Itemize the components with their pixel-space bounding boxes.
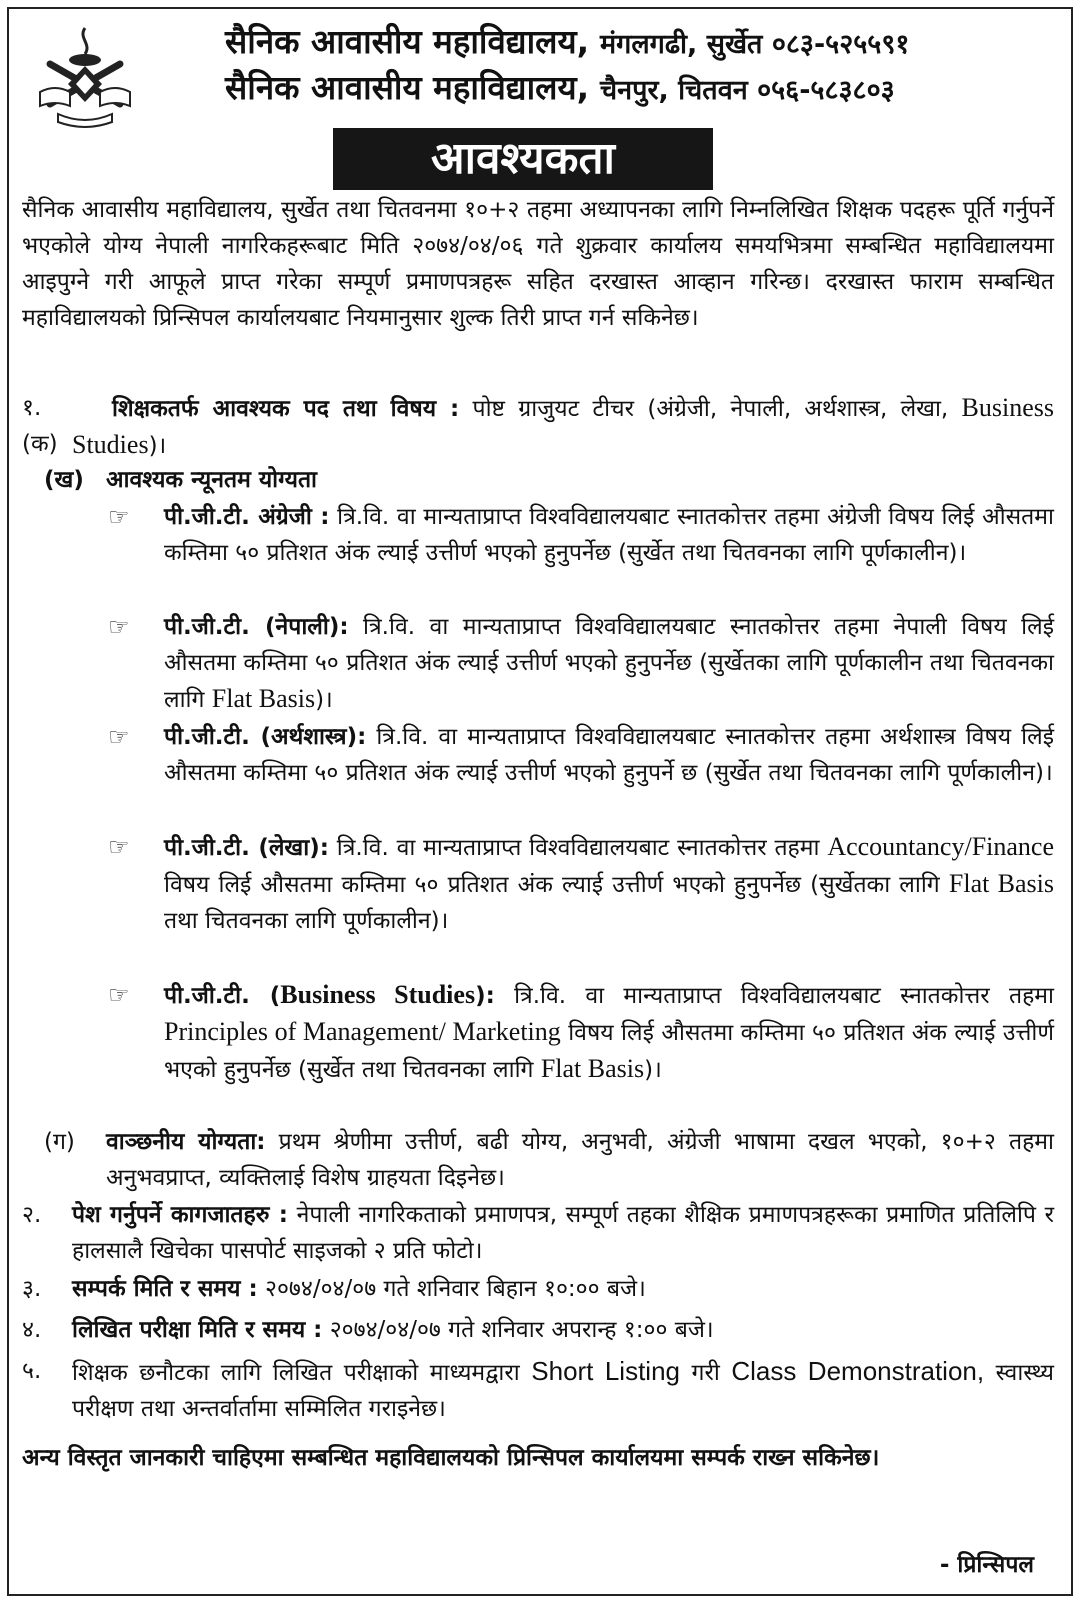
pointing-hand-icon: ☞ bbox=[108, 723, 130, 751]
section-text-a: पोष्ट ग्राजुयट टीचर (अंग्रेजी, नेपाली, अर्थशास्त्र, bbox=[472, 396, 888, 422]
section-text-a: शिक्षक छनौटका लागि लिखित परीक्षाको माध्यमद्वारा bbox=[72, 1360, 520, 1386]
section-text: २०७४/०४/०७ गते शनिवार बिहान १०:०० बजे। bbox=[264, 1276, 646, 1302]
bullet-business-studies bbox=[108, 977, 1054, 1088]
section-number: (ग) bbox=[44, 1129, 75, 1155]
section-text-b: लेखा, bbox=[900, 396, 949, 422]
bullet-text-end: )। bbox=[644, 1057, 662, 1083]
footer-note: अन्य विस्तृत जानकारी चाहिएमा सम्बन्धित महाविद्यालयको प्रिन्सिपल कार्यालयमा सम्पर्क राख्न सकिनेछ। bbox=[22, 1445, 880, 1471]
bullet-label: पी.जी.टी. (नेपाली): bbox=[164, 614, 349, 640]
section-text-latin-b: Class Demonstration, bbox=[731, 1356, 985, 1386]
section-2 bbox=[22, 1197, 1054, 1269]
bullet-text: त्रि.वि. वा मान्यताप्राप्त विश्वविद्यालयबाट स्नातकोत्तर तहमा bbox=[514, 983, 1055, 1009]
bullet-label: पी.जी.टी. (अर्थशास्त्र): bbox=[164, 724, 367, 750]
section-number: २. bbox=[22, 1202, 42, 1228]
bullet-text-2: विषय लिई औसतमा कम्तिमा ५० प्रतिशत अंक ल्याई उत्तीर्ण भएको हुनुपर्नेछ (सुर्खेत तथा चितवनका लागि bbox=[164, 1020, 1054, 1083]
section-label: आवश्यक न्यूनतम योग्यता bbox=[106, 467, 318, 493]
pointing-hand-icon: ☞ bbox=[108, 503, 130, 531]
header bbox=[0, 0, 1080, 130]
bullet-text-2: विषय लिई औसतमा कम्तिमा ५० प्रतिशत अंक ल्याई उत्तीर्ण भएको हुनुपर्नेछ (सुर्खेतका लागि bbox=[164, 872, 940, 898]
section-number: ३. bbox=[22, 1276, 42, 1302]
bullet-text-latin: Principles of Management/ Marketing bbox=[164, 1017, 561, 1046]
college-name: सैनिक आवासीय महाविद्यालय, bbox=[225, 68, 590, 107]
bullet-english bbox=[108, 499, 1054, 571]
section-text-b: गरी bbox=[691, 1360, 720, 1386]
signature-principal: - प्रिन्सिपल bbox=[939, 1552, 1034, 1578]
section-label: शिक्षकतर्फ आवश्यक पद तथा विषय : bbox=[112, 396, 460, 422]
section-text-latin-a: Short Listing bbox=[531, 1356, 680, 1386]
section-1a bbox=[22, 390, 1054, 464]
bullet-label-end: ): bbox=[475, 983, 495, 1009]
intro-paragraph: सैनिक आवासीय महाविद्यालय, सुर्खेत तथा चितवनमा १०+२ तहमा अध्यापनका लागि निम्नलिखित शिक्षक पदहरू पूर्ति गर्नुपर्ने भएकोले योग्य नेपाली नागरिकहरूबाट मिति २०७४/०४/०६ गते शुक्रवार कार्यालय समयभित्रमा सम्बन्धित महाविद्यालयमा आइपुग्ने गरी आफूले प्राप्त गरेका सम्पूर्ण प्रमाणपत्रहरू सहित दरखास्त आव्हान गरिन्छ। दरखास्त फाराम सम्बन्धित महाविद्यालयको प्रिन्सिपल कार्यालयबाट नियमानुसार शुल्क तिरी प्राप्त गर्न सकिनेछ। bbox=[22, 197, 1054, 331]
bullet-economics bbox=[108, 719, 1054, 791]
bullet-text: त्रि.वि. वा मान्यताप्राप्त विश्वविद्यालयबाट स्नातकोत्तर तहमा bbox=[336, 835, 820, 861]
bullet-nepali bbox=[108, 609, 1054, 718]
section-text-end: )। bbox=[148, 433, 167, 459]
bullet-text-latin-2: Flat Basis bbox=[948, 869, 1055, 898]
bullet-text: त्रि.वि. वा मान्यताप्राप्त विश्वविद्यालयबाट स्नातकोत्तर तहमा नेपाली विषय लिई औसतमा कम्तिमा ५० प्रतिशत अंक ल्याई उत्तीर्ण भएको हुनुपर्नेछ (सुर्खेतका लागि पूर्णकालीन तथा चितवनका लागि bbox=[164, 614, 1054, 713]
college-location: चैनपुर, चितवन ०५६-५८३८०३ bbox=[600, 75, 895, 106]
section-number: ५. bbox=[22, 1358, 42, 1384]
section-text: प्रथम श्रेणीमा उत्तीर्ण, बढी योग्य, अनुभवी, अंग्रेजी भाषामा दखल भएको, १०+२ तहमा अनुभवप्राप्त, व्यक्तिलाई विशेष ग्राहयता दिइनेछ। bbox=[106, 1129, 1054, 1191]
section-label: पेश गर्नुपर्ने कागजातहरु : bbox=[72, 1202, 288, 1228]
section-1b bbox=[44, 462, 1054, 498]
bullet-text: त्रि.वि. वा मान्यताप्राप्त विश्वविद्यालयबाट स्नातकोत्तर तहमा अंग्रेजी विषय लिई औसतमा कम्तिमा ५० प्रतिशत अंक ल्याई उत्तीर्ण भएको हुनुपर्नेछ (सुर्खेत तथा चितवनका लागि पूर्णकालीन)। bbox=[164, 504, 1054, 566]
college-location: मंगलगढी, सुर्खेत ०८३-५२५५९१ bbox=[600, 29, 910, 60]
pointing-hand-icon: ☞ bbox=[108, 833, 130, 861]
section-4 bbox=[22, 1312, 1054, 1348]
bullet-text-3: तथा चितवनका लागि पूर्णकालीन)। bbox=[164, 908, 449, 934]
section-number: १. (क) bbox=[22, 395, 58, 457]
bullet-label-latin: Business Studies bbox=[280, 980, 476, 1009]
pointing-hand-icon: ☞ bbox=[108, 613, 130, 641]
section-3 bbox=[22, 1271, 1054, 1307]
notice-title-banner: आवश्यकता bbox=[333, 128, 713, 190]
section-label: लिखित परीक्षा मिति र समय : bbox=[72, 1317, 323, 1343]
army-emblem-icon bbox=[30, 22, 140, 132]
bullet-accounts bbox=[108, 829, 1054, 939]
section-text bbox=[72, 390, 1054, 464]
section-text-c: स्वास्थ्य परीक्षण तथा अन्तर्वार्तामा सम्मिलित गराइनेछ। bbox=[72, 1360, 1055, 1422]
section-1c bbox=[44, 1124, 1054, 1196]
header-line-chitwan bbox=[225, 68, 1045, 111]
section-number: ४. bbox=[22, 1317, 42, 1343]
bullet-text-latin-2: Flat Basis bbox=[540, 1054, 645, 1083]
header-line-surkhet bbox=[225, 22, 1045, 65]
bullet-text-latin: Flat Basis bbox=[211, 684, 316, 713]
section-text: २०७४/०४/०७ गते शनिवार अपरान्ह १:०० बजे। bbox=[329, 1317, 714, 1343]
bullet-text-end: )। bbox=[315, 687, 333, 713]
section-5 bbox=[22, 1353, 1054, 1427]
bullet-label: पी.जी.टी. (लेखा): bbox=[164, 835, 329, 861]
section-label: सम्पर्क मिति र समय : bbox=[72, 1276, 258, 1302]
section-text-latin: Business Studies bbox=[72, 393, 1055, 459]
college-name: सैनिक आवासीय महाविद्यालय, bbox=[225, 22, 590, 61]
section-label: वाञ्छनीय योग्यता: bbox=[106, 1129, 266, 1155]
bullet-text-latin: Accountancy/Finance bbox=[827, 832, 1054, 861]
pointing-hand-icon: ☞ bbox=[108, 981, 130, 1009]
bullet-label: पी.जी.टी. अंग्रेजी : bbox=[164, 504, 330, 530]
bullet-label: पी.जी.टी. ( bbox=[164, 983, 281, 1009]
bullet-text: त्रि.वि. वा मान्यताप्राप्त विश्वविद्यालयबाट स्नातकोत्तर तहमा अर्थशास्त्र विषय लिई औसतमा कम्तिमा ५० प्रतिशत अंक ल्याई उत्तीर्ण भएको हुनुपर्ने छ (सुर्खेत तथा चितवनका लागि पूर्णकालीन)। bbox=[164, 724, 1054, 786]
section-number: (ख) bbox=[44, 467, 84, 493]
section-text: नेपाली नागरिकताको प्रमाणपत्र, सम्पूर्ण तहका शैक्षिक प्रमाणपत्रहरूका प्रमाणित प्रतिलिपि र हालसालै खिचेका पासपोर्ट साइजको २ प्रति फोटो। bbox=[72, 1202, 1054, 1264]
